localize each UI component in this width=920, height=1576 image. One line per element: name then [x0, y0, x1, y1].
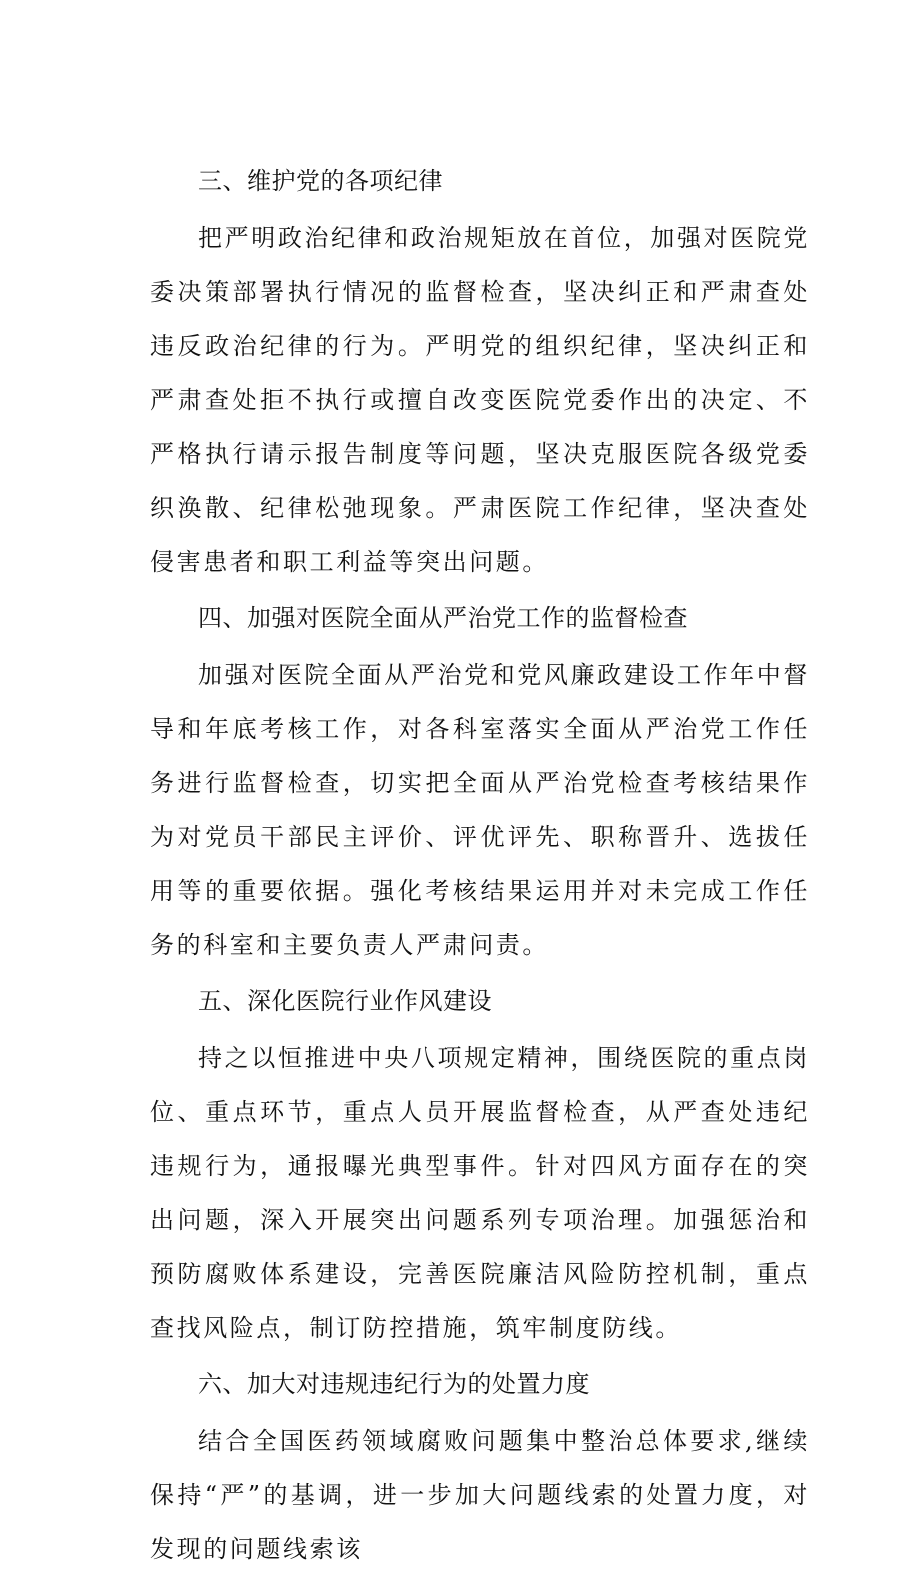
document-body — [150, 152, 810, 1576]
section-paragraph: 结合全国医药领域腐败问题集中整治总体要求,继续保持“严”的基调，进一步加大问题线索的处置力度，对发现的问题线索该 — [150, 1427, 810, 1563]
section-paragraph: 把严明政治纪律和政治规矩放在首位，加强对医院党委决策部署执行情况的监督检查，坚决纠正和严肃查处违反政治纪律的行为。严明党的组织纪律，坚决纠正和严肃查处拒不执行或擅自改变医院党委作出的决定、不严格执行请示报告制度等问题，坚决克服医院各级党委织涣散、纪律松弛现象。严肃医院工作纪律，坚决查处侵害患者和职工利益等突出问题。 — [150, 224, 810, 576]
section-heading: 六、加大对违规违纪行为的处置力度 — [198, 1370, 590, 1398]
section-heading: 三、维护党的各项纪律 — [198, 167, 443, 195]
section-5 — [150, 972, 810, 1355]
section-heading: 四、加强对医院全面从严治党工作的监督检查 — [198, 604, 688, 632]
section-paragraph: 持之以恒推进中央八项规定精神，围绕医院的重点岗位、重点环节，重点人员开展监督检查，从严查处违纪违规行为，通报曝光典型事件。针对四风方面存在的突出问题，深入开展突出问题系列专项治理。加强惩治和预防腐败体系建设，完善医院廉洁风险防控机制，重点查找风险点，制订防控措施，筑牢制度防线。 — [150, 1044, 810, 1342]
section-paragraph: 加强对医院全面从严治党和党风廉政建设工作年中督导和年底考核工作，对各科室落实全面从严治党工作任务进行监督检查，切实把全面从严治党检查考核结果作为对党员干部民主评价、评优评先、职称晋升、选拔任用等的重要依据。强化考核结果运用并对未完成工作任务的科室和主要负责人严肃问责。 — [150, 661, 810, 959]
section-4 — [150, 589, 810, 972]
section-6 — [150, 1355, 810, 1576]
section-3 — [150, 152, 810, 589]
section-heading: 五、深化医院行业作风建设 — [198, 987, 492, 1015]
